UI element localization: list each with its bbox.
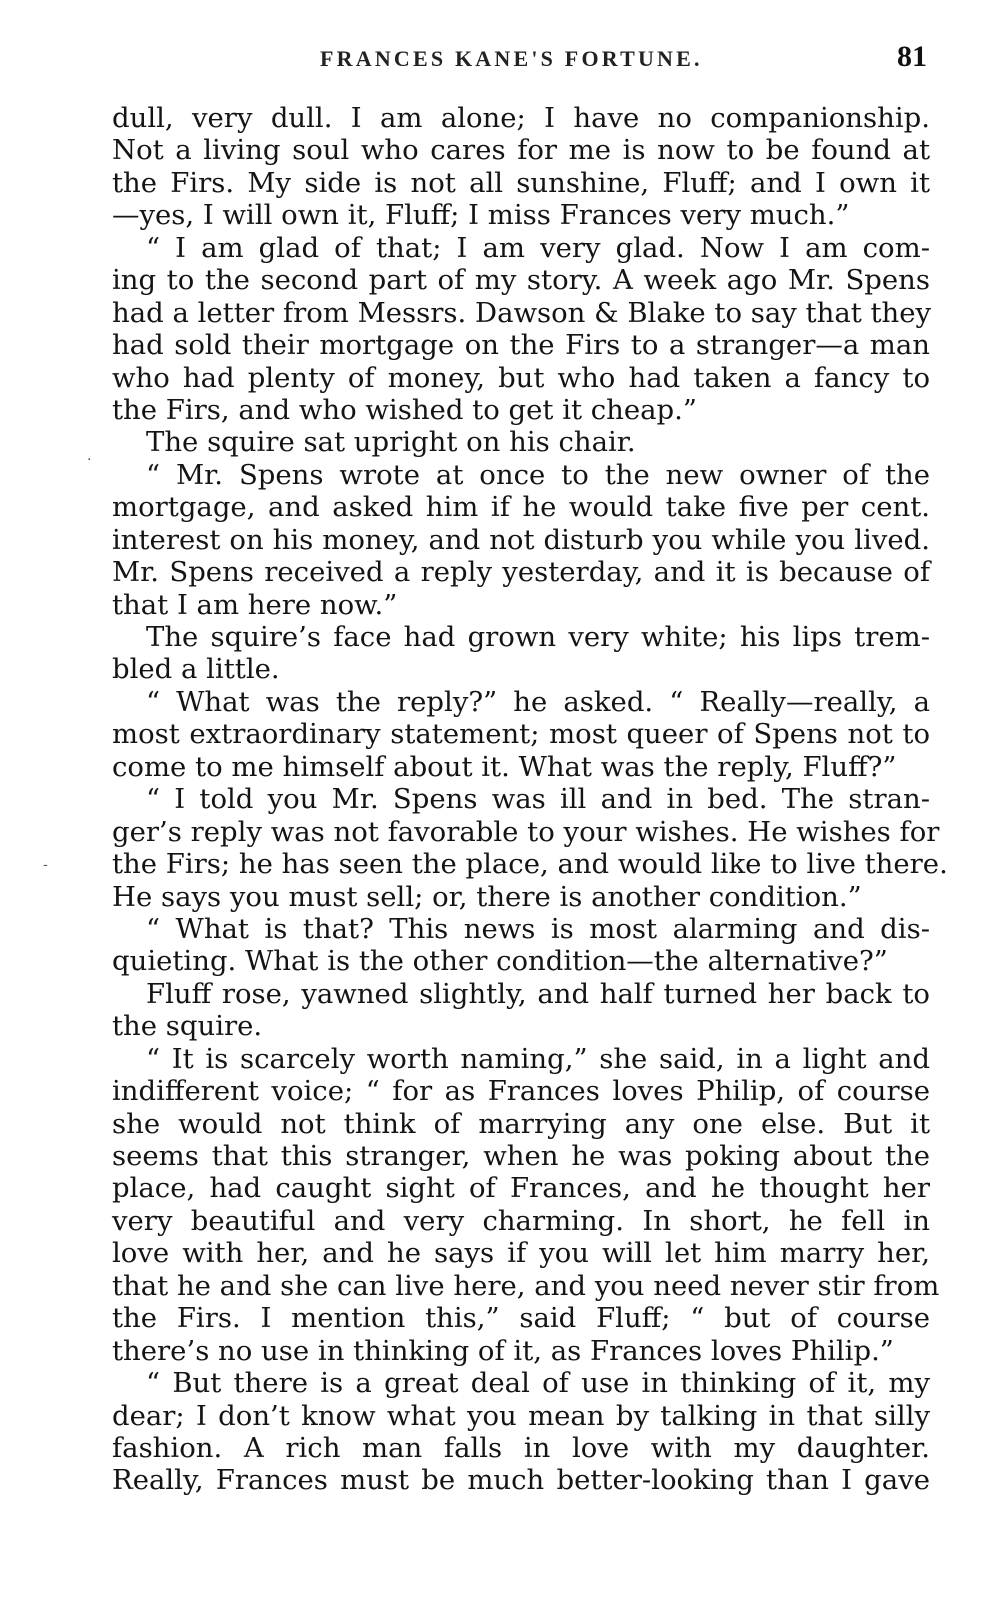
text-line: come to me himself about it. What was the reply, Fluff?” (112, 750, 897, 783)
text-line: fashion. A rich man falls in love with my daughter. (112, 1431, 930, 1464)
body-text (112, 102, 948, 1497)
text-line: that I am here now.” (112, 588, 398, 621)
text-line: the Firs, and who wished to get it cheap.” (112, 393, 697, 426)
text-line: Mr. Spens received a reply yesterday, and it is because of (112, 556, 930, 589)
text-line: “ What was the reply?” he asked. “ Really—really, a (146, 685, 930, 718)
text-line: —yes, I will own it, Fluff; I miss Frances very much.” (112, 199, 850, 232)
text-line: interest on his money, and not disturb you while you lived. (112, 523, 930, 556)
text-line: ing to the second part of my story. A week ago Mr. Spens (112, 264, 930, 297)
text-line: ger’s reply was not favorable to your wishes. He wishes for (112, 815, 940, 848)
text-line: Fluff rose, yawned slightly, and half turned her back to (146, 977, 930, 1010)
text-line: place, had caught sight of Frances, and he thought her (112, 1172, 930, 1205)
margin-dot: · (87, 452, 92, 468)
text-line: Really, Frances must be much better-looking than I gave (112, 1464, 930, 1497)
text-line: had a letter from Messrs. Dawson & Blake to say that they (112, 296, 932, 329)
running-head (0, 40, 1000, 86)
text-line: the Firs; he has seen the place, and would like to live there. (112, 848, 948, 881)
text-line: “ Mr. Spens wrote at once to the new owner of the (146, 458, 930, 491)
text-line: dear; I don’t know what you mean by talking in that silly (112, 1399, 930, 1432)
text-line: she would not think of marrying any one else. But it (112, 1107, 930, 1140)
text-line: The squire sat upright on his chair. (146, 426, 636, 459)
text-line: seems that this stranger, when he was poking about the (112, 1140, 930, 1172)
text-line: indifferent voice; “ for as Frances loves Philip, of course (112, 1075, 930, 1108)
text-line: dull, very dull. I am alone; I have no companionship. (112, 102, 930, 134)
text-line: bled a little. (112, 653, 280, 686)
text-line: the Firs. My side is not all sunshine, Fluff; and I own it (112, 166, 930, 199)
text-line: most extraordinary statement; most queer of Spens not to (112, 718, 930, 751)
text-line: very beautiful and very charming. In short, he fell in (112, 1204, 930, 1237)
text-line: mortgage, and asked him if he would take five per cent. (112, 491, 930, 524)
running-title: FRANCES KANE'S FORTUNE. (320, 46, 703, 71)
text-line: “ But there is a great deal of use in thinking of it, my (146, 1367, 930, 1400)
text-line: who had plenty of money, but who had taken a fancy to (112, 361, 930, 394)
text-line: “ It is scarcely worth naming,” she said, in a light and (146, 1042, 930, 1075)
text-line: the squire. (112, 1010, 263, 1043)
page-number: 81 (897, 40, 927, 73)
text-line: The squire’s face had grown very white; his lips trem- (146, 621, 930, 653)
text-line: there’s no use in thinking of it, as Frances loves Philip.” (112, 1334, 894, 1367)
text-line: had sold their mortgage on the Firs to a stranger—a man (112, 329, 930, 362)
text-line: the Firs. I mention this,” said Fluff; “ but of course (112, 1302, 930, 1335)
text-line: that he and she can live here, and you need never stir from (112, 1269, 940, 1302)
margin-dash: - (43, 857, 48, 873)
text-line: love with her, and he says if you will let him marry her, (112, 1237, 930, 1270)
text-line: “ What is that? This news is most alarming and dis- (146, 912, 930, 945)
text-line: “ I told you Mr. Spens was ill and in bed. The stran- (146, 783, 930, 816)
text-line: He says you must sell; or, there is another condition.” (112, 880, 862, 913)
text-line: quieting. What is the other condition—the alternative?” (112, 945, 888, 978)
text-line: Not a living soul who cares for me is now to be found at (112, 134, 930, 167)
text-line: “ I am glad of that; I am very glad. Now I am com- (146, 231, 930, 264)
